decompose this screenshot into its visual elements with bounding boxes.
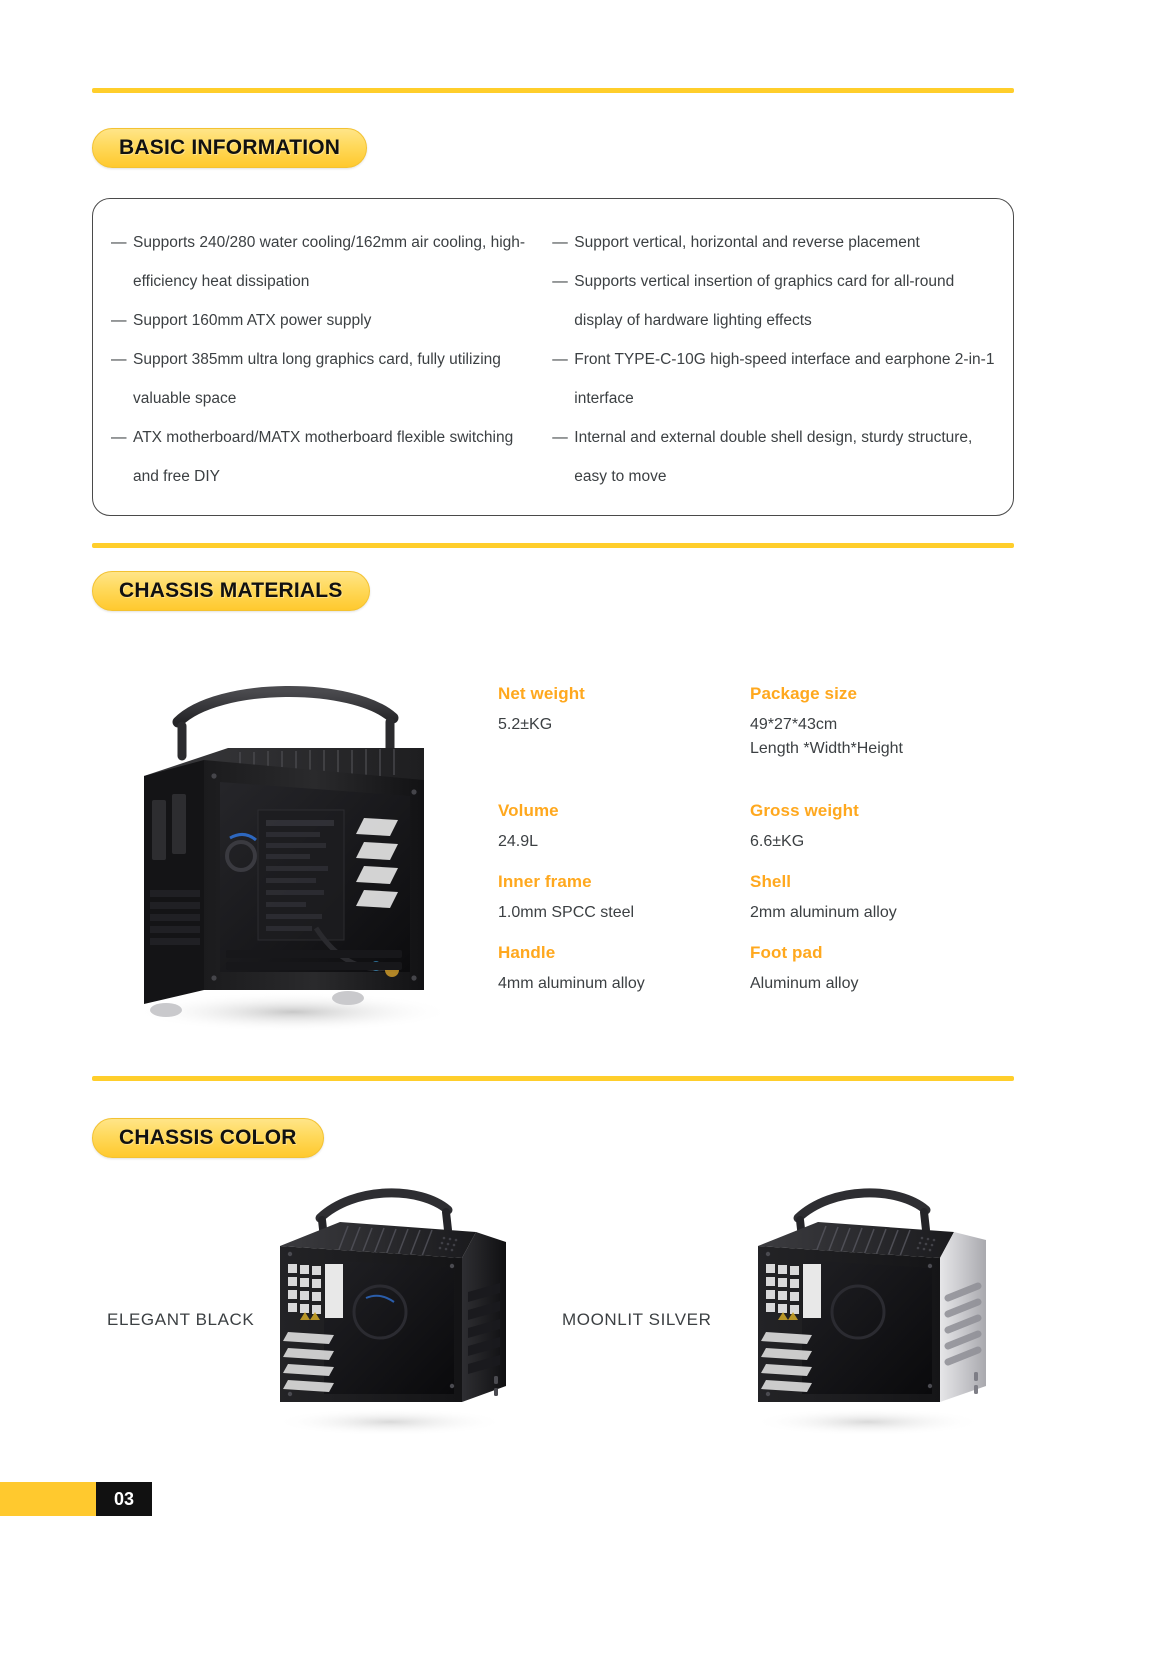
list-item: [111, 223, 542, 301]
spec-inner-frame: [498, 872, 750, 925]
spec-handle: [498, 943, 750, 996]
spec-label: Gross weight: [750, 801, 859, 820]
heading-chassis-materials: CHASSIS MATERIALS: [119, 579, 343, 602]
list-item: [111, 340, 542, 418]
spec-shell: [750, 872, 1018, 925]
list-item-text: ATX motherboard/MATX motherboard flexible switching and free DIY: [133, 429, 514, 485]
spec-package-size: [750, 684, 1018, 761]
spec-label: Net weight: [498, 684, 585, 703]
bullet-dash: —: [552, 351, 568, 368]
spec-gross-weight: [750, 801, 1018, 854]
list-item: [552, 223, 999, 262]
list-item-text: Internal and external double shell design, sturdy structure, easy to move: [574, 429, 973, 485]
spec-subvalue: Length *Width*Height: [750, 740, 903, 757]
basic-information-columns: [111, 223, 999, 496]
bullet-dash: —: [111, 312, 127, 329]
spec-value: 24.9L: [498, 833, 539, 850]
list-item: [111, 301, 542, 340]
spec-label: Shell: [750, 872, 792, 891]
bullet-dash: —: [552, 429, 568, 446]
spec-net-weight: [498, 684, 750, 761]
spec-value: 5.2±KG: [498, 716, 553, 733]
chassis-materials-product-image: [108, 660, 468, 1050]
bullet-dash: —: [111, 429, 127, 446]
chassis-side-view-illustration: [108, 660, 468, 1050]
bullet-dash: —: [111, 234, 127, 251]
heading-chassis-color: CHASSIS COLOR: [119, 1126, 297, 1149]
list-item: [552, 262, 999, 340]
chassis-materials-spec-grid: [498, 684, 1018, 1014]
heading-pill-basic-information: [92, 128, 367, 168]
heading-pill-chassis-materials: [92, 571, 370, 611]
list-item: [111, 418, 542, 496]
color-variant-elegant-black: [262, 1180, 522, 1440]
color-label-elegant-black: ELEGANT BLACK: [107, 1310, 255, 1329]
bullet-dash: —: [552, 234, 568, 251]
list-item-text: Front TYPE-C-10G high-speed interface and earphone 2-in-1 interface: [574, 351, 995, 407]
list-item: [552, 418, 999, 496]
spec-label: Volume: [498, 801, 559, 820]
list-item-text: Supports vertical insertion of graphics card for all-round display of hardware lighting effects: [574, 273, 955, 329]
bullet-dash: —: [111, 351, 127, 368]
color-variant-moonlit-silver: [740, 1180, 1000, 1440]
section-divider-colors: [92, 1076, 1014, 1081]
page-number: 03: [96, 1482, 152, 1516]
basic-bullets-right-column: [552, 223, 999, 496]
spec-label: Package size: [750, 684, 858, 703]
section-divider-materials: [92, 543, 1014, 548]
spec-value: Aluminum alloy: [750, 975, 859, 992]
list-item-text: Support vertical, horizontal and reverse placement: [574, 234, 920, 251]
spec-value: 6.6±KG: [750, 833, 805, 850]
spec-label: Inner frame: [498, 872, 592, 891]
spec-volume: [498, 801, 750, 854]
bullet-dash: —: [552, 273, 568, 290]
spec-value: 1.0mm SPCC steel: [498, 904, 635, 921]
basic-bullets-left-column: [111, 223, 542, 496]
spec-label: Foot pad: [750, 943, 823, 962]
list-item-text: Supports 240/280 water cooling/162mm air cooling, high-efficiency heat dissipation: [133, 234, 526, 290]
footer-accent-bar: [0, 1482, 96, 1516]
list-item: [552, 340, 999, 418]
spec-value: 2mm aluminum alloy: [750, 904, 897, 921]
chassis-silver-illustration: [740, 1180, 1000, 1440]
list-item-text: Support 385mm ultra long graphics card, fully utilizing valuable space: [133, 351, 501, 407]
spec-label: Handle: [498, 943, 556, 962]
list-item-text: Support 160mm ATX power supply: [133, 312, 372, 329]
color-label-moonlit-silver: MOONLIT SILVER: [562, 1310, 712, 1329]
chassis-black-illustration: [262, 1180, 522, 1440]
spec-value: 49*27*43cm: [750, 716, 838, 733]
spec-foot-pad: [750, 943, 1018, 996]
section-divider-top: [92, 88, 1014, 93]
spec-value: 4mm aluminum alloy: [498, 975, 645, 992]
basic-information-box: [92, 198, 1014, 516]
heading-pill-chassis-color: [92, 1118, 324, 1158]
heading-basic-information: BASIC INFORMATION: [119, 136, 341, 159]
